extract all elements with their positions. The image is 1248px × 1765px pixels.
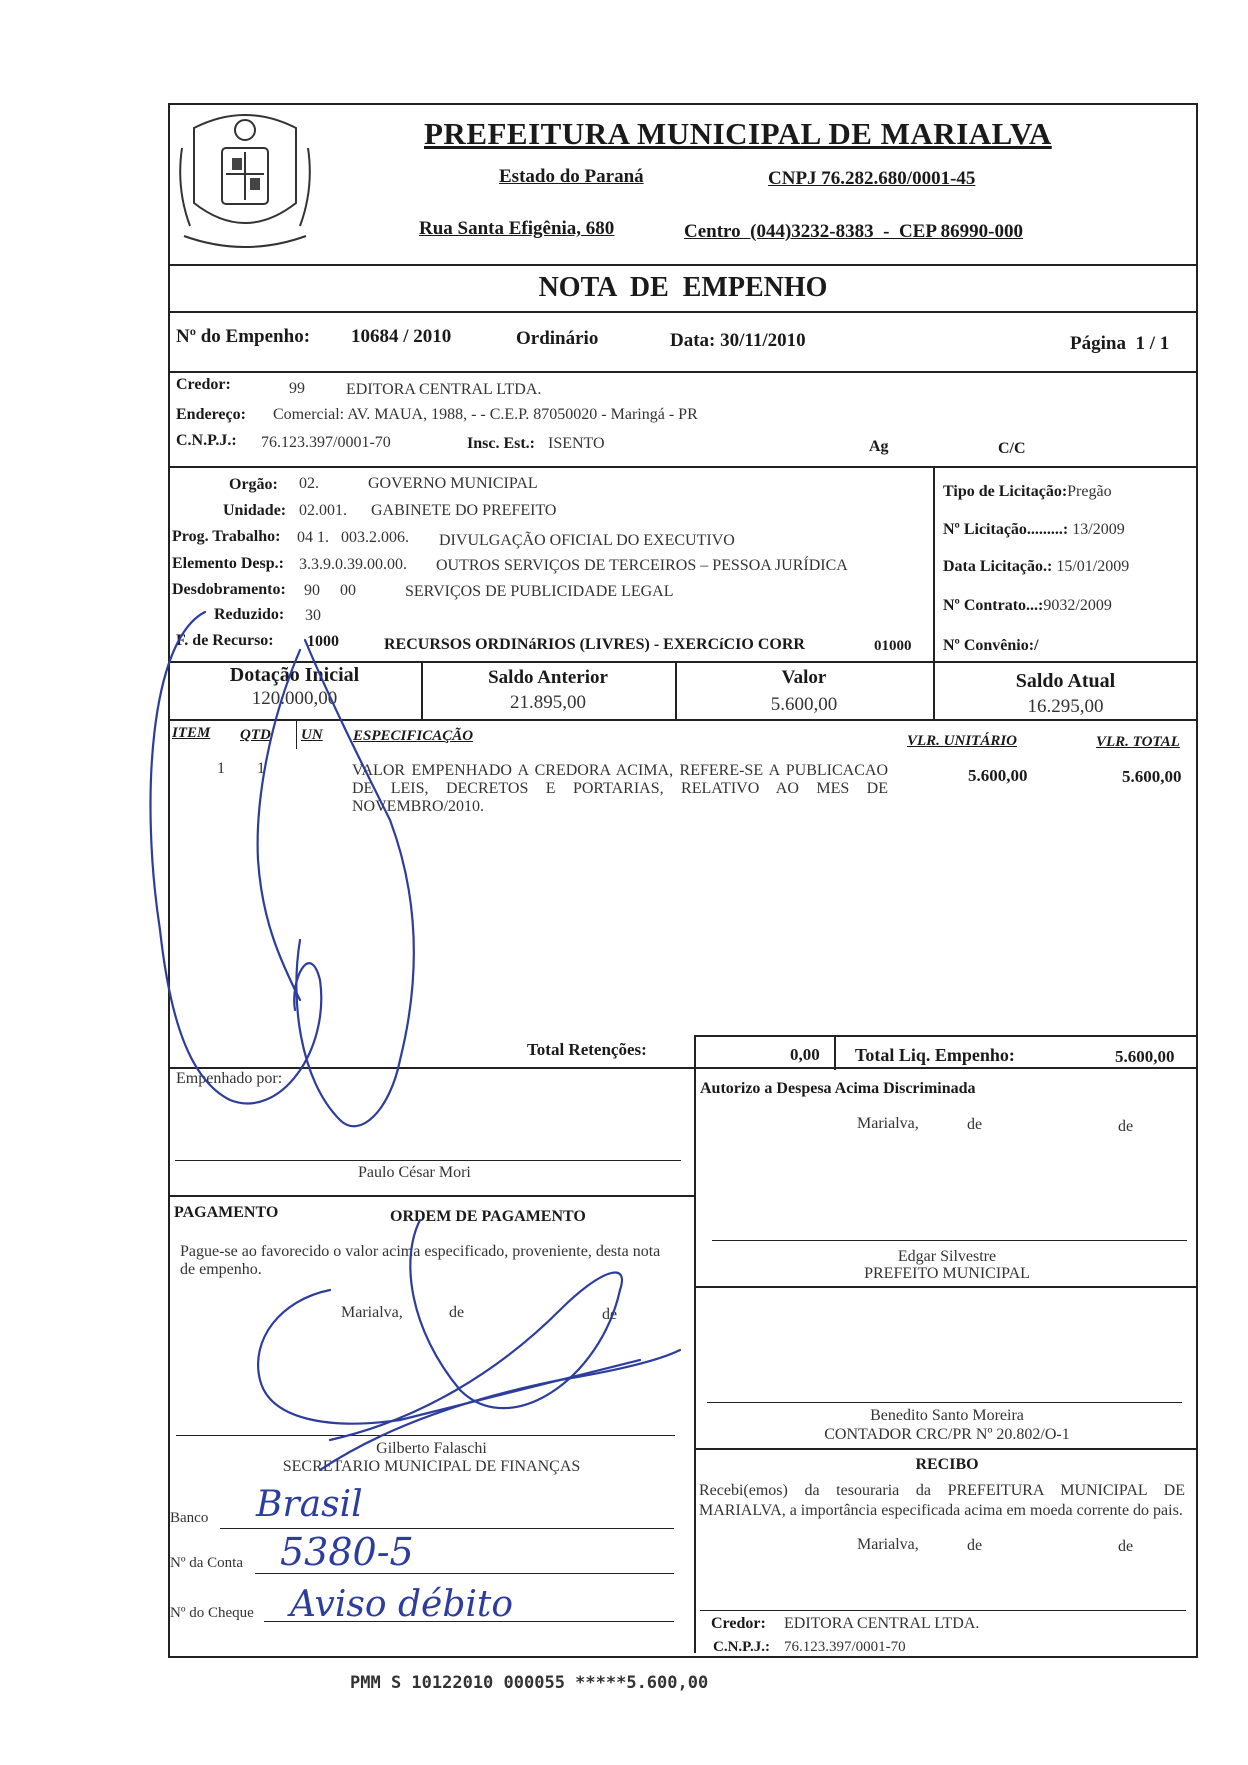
col-vlr-total: VLR. TOTAL [1096, 734, 1180, 750]
contact-label: Centro (044)3232-8383 - CEP 86990-000 [684, 221, 1023, 242]
contador-name: Benedito Santo Moreira [870, 1407, 1024, 1424]
handwritten-cheque: Aviso débito [290, 1584, 514, 1625]
signature-stroke-4 [330, 1220, 622, 1440]
banco-label: Banco [170, 1510, 209, 1526]
empenho-value: 10684 / 2010 [351, 326, 452, 347]
autorizo-de2: de [1118, 1118, 1134, 1135]
data-licitacao-value: 15/01/2009 [1056, 558, 1130, 575]
conta-label: Nº da Conta [170, 1555, 243, 1571]
secretario-role: SECRETARIO MUNICIPAL DE FINANÇAS [282, 1458, 581, 1475]
elemento-label: Elemento Desp.: [172, 555, 284, 572]
recibo-credor-label: Credor: [711, 1615, 766, 1632]
credor-label: Credor: [176, 376, 231, 393]
autorizo-place: Marialva, [857, 1115, 919, 1132]
ordem-pagamento-title: ORDEM DE PAGAMENTO [390, 1208, 586, 1225]
liq-empenho-label: Total Liq. Empenho: [855, 1045, 1015, 1065]
pagamento-de1: de [449, 1304, 465, 1321]
pagamento-de2: de [602, 1306, 618, 1323]
address-label: Rua Santa Efigênia, 680 [419, 218, 615, 239]
cheque-label: Nº do Cheque [170, 1605, 254, 1621]
empenho-label: Nº do Empenho: [176, 326, 311, 347]
elemento-name: OUTROS SERVIÇOS DE TERCEIROS – PESSOA JURÍDICA [436, 557, 848, 574]
liq-empenho-value: 5.600,00 [1115, 1047, 1175, 1066]
cnpj-credor-label: C.N.P.J.: [176, 432, 237, 449]
contador-role: CONTADOR CRC/PR Nº 20.802/O-1 [824, 1426, 1070, 1443]
insc-label: Insc. Est.: [467, 435, 536, 452]
reduzido-label: Reduzido: [214, 606, 285, 623]
prog-label: Prog. Trabalho: [172, 528, 281, 545]
empenho-date: Data: 30/11/2010 [670, 330, 806, 351]
elemento-code: 3.3.9.0.39.00.00. [299, 556, 407, 573]
prefeito-role: PREFEITO MUNICIPAL [864, 1265, 1030, 1282]
autorizo-de1: de [967, 1116, 983, 1133]
col-item: ITEM [172, 725, 211, 741]
secretario-name: Gilberto Falaschi [376, 1440, 487, 1457]
empenhado-name: Paulo César Mori [358, 1164, 471, 1181]
prog-code: 04 1. 003.2.006. [297, 529, 409, 546]
col-especificacao: ESPECIFICAÇÃO [353, 728, 474, 744]
unidade-name: GABINETE DO PREFEITO [371, 502, 557, 519]
prefeito-name: Edgar Silvestre [897, 1248, 997, 1265]
saldo-atual-value: 16.295,00 [1027, 696, 1104, 717]
autorizo-title: Autorizo a Despesa Acima Discriminada [700, 1080, 976, 1097]
empenhado-label: Empenhado por: [176, 1070, 283, 1087]
document-title: NOTA DE EMPENHO [538, 272, 828, 303]
insc-value: ISENTO [548, 435, 605, 452]
recibo-cnpj-value: 76.123.397/0001-70 [784, 1639, 906, 1655]
contrato-value: 9032/2009 [1043, 597, 1112, 614]
endereco-label: Endereço: [176, 406, 246, 423]
signature-stroke-6 [320, 1350, 680, 1470]
cc-label: C/C [998, 440, 1026, 457]
recibo-credor-value: EDITORA CENTRAL LTDA. [784, 1615, 980, 1632]
table-row-item: 1 [217, 760, 225, 777]
unidade-label: Unidade: [223, 502, 287, 519]
orgao-label: Orgão: [229, 476, 278, 493]
recurso-number: 01000 [874, 638, 912, 654]
credor-code: 99 [289, 380, 305, 397]
numero-licitacao-label: Nº Licitação.........: [943, 521, 1069, 538]
ag-label: Ag [869, 438, 889, 455]
data-licitacao-label: Data Licitação.: [943, 558, 1053, 575]
reduzido-value: 30 [305, 607, 321, 624]
saldo-anterior-value: 21.895,00 [510, 692, 586, 713]
tipo-licitacao-value: Pregão [1067, 483, 1112, 500]
desdobramento-code: 90 00 [304, 582, 356, 599]
cnpj-credor-value: 76.123.397/0001-70 [261, 434, 391, 451]
numero-licitacao-value: 13/2009 [1072, 521, 1125, 538]
page-number: Página 1 / 1 [1070, 333, 1170, 354]
recibo-cnpj-label: C.N.P.J.: [713, 1639, 770, 1655]
handwritten-banco: Brasil [256, 1484, 363, 1525]
footer-code: PMM S 10122010 000055 *****5.600,00 [350, 1673, 709, 1693]
pagamento-title: PAGAMENTO [174, 1204, 279, 1221]
pagamento-place: Marialva, [341, 1304, 403, 1321]
signature-stroke-1 [150, 612, 321, 1103]
orgao-name: GOVERNO MUNICIPAL [368, 475, 538, 492]
recurso-code: 1000 [307, 633, 339, 650]
pagamento-text: Pague-se ao favorecido o valor acima especificado, proveniente, desta nota de empenho. [180, 1243, 661, 1278]
signature-stroke-3 [258, 650, 300, 1000]
page-title: PREFEITURA MUNICIPAL DE MARIALVA [424, 116, 1052, 151]
col-un: UN [301, 727, 323, 743]
recibo-text: Recebi(emos) da tesouraria da PREFEITURA MUNICIPAL DE MARIALVA, a importância especificada acima em moeda corrente do pais. [699, 1482, 1185, 1519]
credor-name: EDITORA CENTRAL LTDA. [346, 381, 542, 398]
table-row-qtd: 1 [257, 760, 265, 777]
empenho-type: Ordinário [516, 328, 599, 349]
orgao-code: 02. [299, 475, 319, 492]
saldo-atual-label: Saldo Atual [1015, 670, 1116, 692]
col-qtd: QTD [240, 727, 271, 743]
retencoes-value: 0,00 [790, 1045, 820, 1064]
contrato-label: Nº Contrato...: [943, 597, 1044, 614]
table-row-unit: 5.600,00 [968, 766, 1028, 785]
valor-value: 5.600,00 [770, 694, 838, 715]
retencoes-label: Total Retenções: [527, 1040, 647, 1059]
desdobramento-label: Desdobramento: [172, 581, 286, 598]
saldo-anterior-label: Saldo Anterior [488, 667, 608, 688]
signature-stroke-2 [296, 640, 414, 1126]
prog-name: DIVULGAÇÃO OFICIAL DO EXECUTIVO [439, 532, 735, 549]
desdobramento-name: SERVIÇOS DE PUBLICIDADE LEGAL [405, 583, 674, 600]
unidade-code: 02.001. [299, 502, 347, 519]
cnpj-label: CNPJ 76.282.680/0001-45 [768, 168, 976, 189]
endereco-value: Comercial: AV. MAUA, 1988, - - C.E.P. 87050020 - Maringá - PR [273, 406, 698, 423]
convenio-label: Nº Convênio:/ [943, 637, 1039, 654]
recibo-place: Marialva, [857, 1536, 919, 1553]
dotacao-value: 120.000,00 [251, 688, 338, 709]
recibo-de2: de [1118, 1538, 1134, 1555]
col-vlr-unitario: VLR. UNITÁRIO [907, 733, 1018, 749]
valor-label: Valor [781, 667, 827, 688]
signature-stroke-5 [258, 1290, 640, 1424]
dotacao-label: Dotação Inicial [229, 664, 360, 686]
recurso-label: F. de Recurso: [176, 632, 274, 649]
recibo-title: RECIBO [915, 1456, 979, 1473]
recibo-de1: de [967, 1537, 983, 1554]
handwritten-conta: 5380-5 [280, 1530, 414, 1574]
state-label: Estado do Paraná [499, 166, 644, 187]
tipo-licitacao-label: Tipo de Licitação: [943, 483, 1068, 500]
table-row-total: 5.600,00 [1122, 767, 1182, 786]
table-row-spec: VALOR EMPENHADO A CREDORA ACIMA, REFERE-SE A PUBLICACAO DE LEIS, DECRETOS E PORTARIAS, RELATIVO AO MES DE NOVEMBRO/2010. [352, 762, 888, 815]
recurso-name: RECURSOS ORDINáRIOS (LIVRES) - EXERCíCIO CORR [384, 636, 805, 653]
